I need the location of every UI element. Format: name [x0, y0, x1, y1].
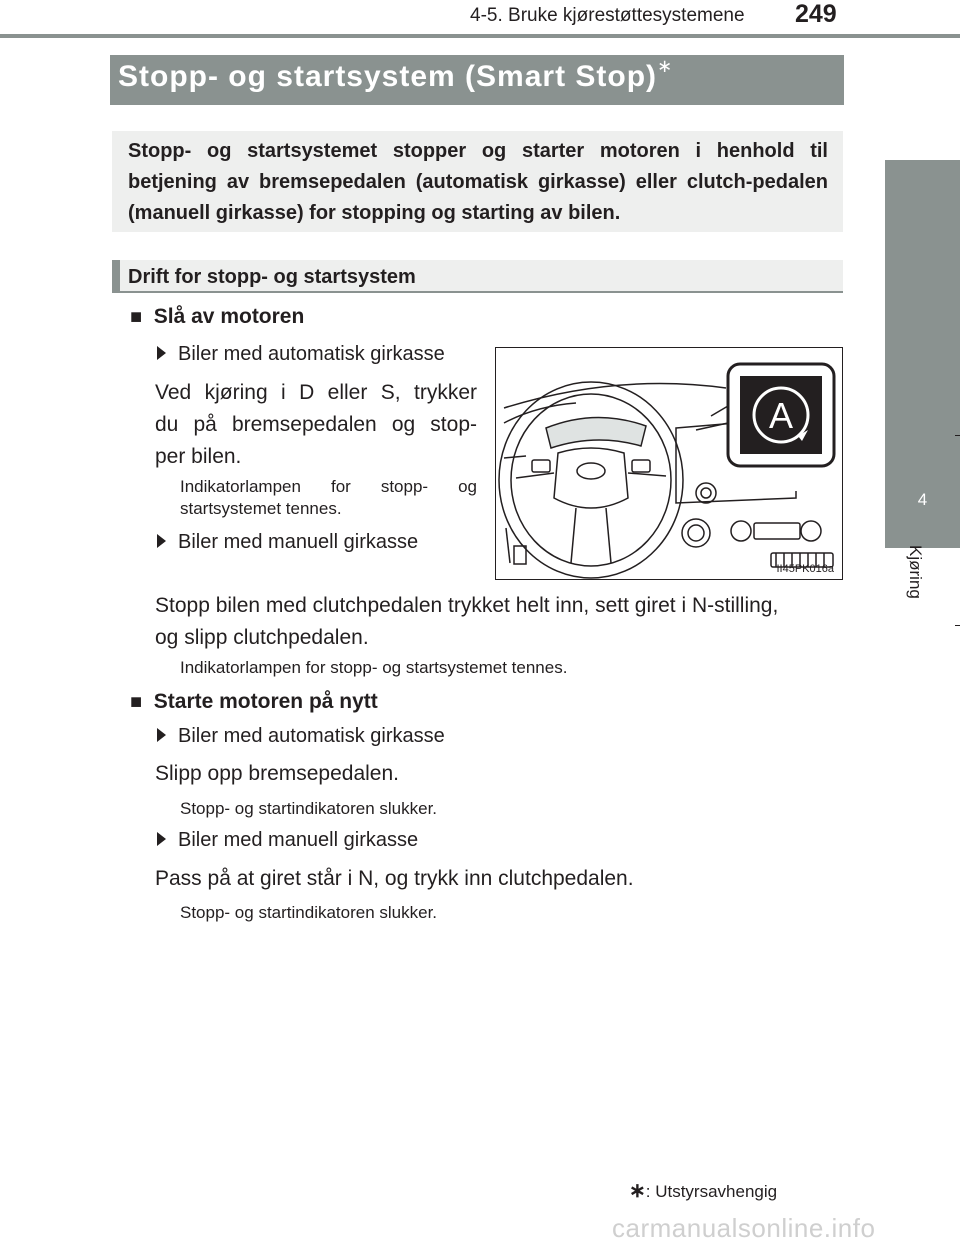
note-text: Stopp- og startindikatoren slukker.	[180, 799, 438, 818]
item-label: Biler med automatisk girkasse	[157, 343, 445, 366]
body-text: Ved kjøring i D eller S, trykker du på bremsepedalen og stop- per bilen.	[155, 381, 477, 468]
running-header: 4-5. Bruke kjørestøttesystemene	[470, 5, 745, 26]
triangle-bullet-icon	[157, 346, 166, 360]
watermark: carmanualsonline.info	[612, 1213, 876, 1243]
figure-code: II45PK016a	[776, 563, 834, 575]
square-bullet-icon: ■	[130, 306, 143, 328]
note-text: Indikatorlampen for stopp- og startsystemet tennes.	[180, 658, 568, 677]
margin-tick	[955, 625, 960, 626]
note-text: Indikatorlampen for stopp- og startsystemet tennes.	[180, 477, 477, 518]
header-rule	[0, 34, 960, 38]
page-number: 249	[795, 0, 837, 28]
steering-wheel-icon	[496, 348, 843, 580]
subheader: Drift for stopp- og startsystem	[128, 266, 416, 288]
intro-text: Stopp- og startsystemet stopper og starter motoren i henhold til betjening av bremsepedalen (automatisk girkasse) eller clutch-pedalen (manuell girkasse) for stopping og starting av bilen.	[128, 140, 828, 224]
item-label: Biler med manuell girkasse	[157, 829, 418, 852]
square-bullet-icon: ■	[130, 691, 143, 713]
triangle-bullet-icon	[157, 534, 166, 548]
svg-text:A: A	[768, 395, 794, 436]
note-text: Stopp- og startindikatoren slukker.	[180, 903, 438, 922]
body-text: Pass på at giret står i N, og trykk inn clutchpedalen.	[155, 867, 634, 890]
chapter-number: 4	[917, 490, 928, 509]
section-heading: ■ Starte motoren på nytt	[130, 690, 378, 713]
section-heading: ■ Slå av motoren	[130, 305, 305, 328]
triangle-bullet-icon	[157, 832, 166, 846]
footnote: ∗: Utstyrsavhengig	[629, 1180, 778, 1202]
dashboard-illustration	[495, 347, 843, 580]
margin-tick	[955, 435, 960, 436]
asterisk-icon: ∗	[629, 1180, 646, 1202]
page-title: Stopp- og startsystem (Smart Stop)∗	[118, 56, 674, 93]
footnote-marker: ∗	[657, 56, 674, 76]
item-label: Biler med automatisk girkasse	[157, 725, 445, 748]
body-text: Stopp bilen med clutchpedalen trykket helt inn, sett giret i N-stilling, og slipp clutchpedalen.	[155, 594, 779, 649]
triangle-bullet-icon	[157, 728, 166, 742]
chapter-label: Kjøring	[906, 545, 925, 599]
body-text: Slipp opp bremsepedalen.	[155, 762, 400, 785]
item-label: Biler med manuell girkasse	[157, 531, 418, 554]
